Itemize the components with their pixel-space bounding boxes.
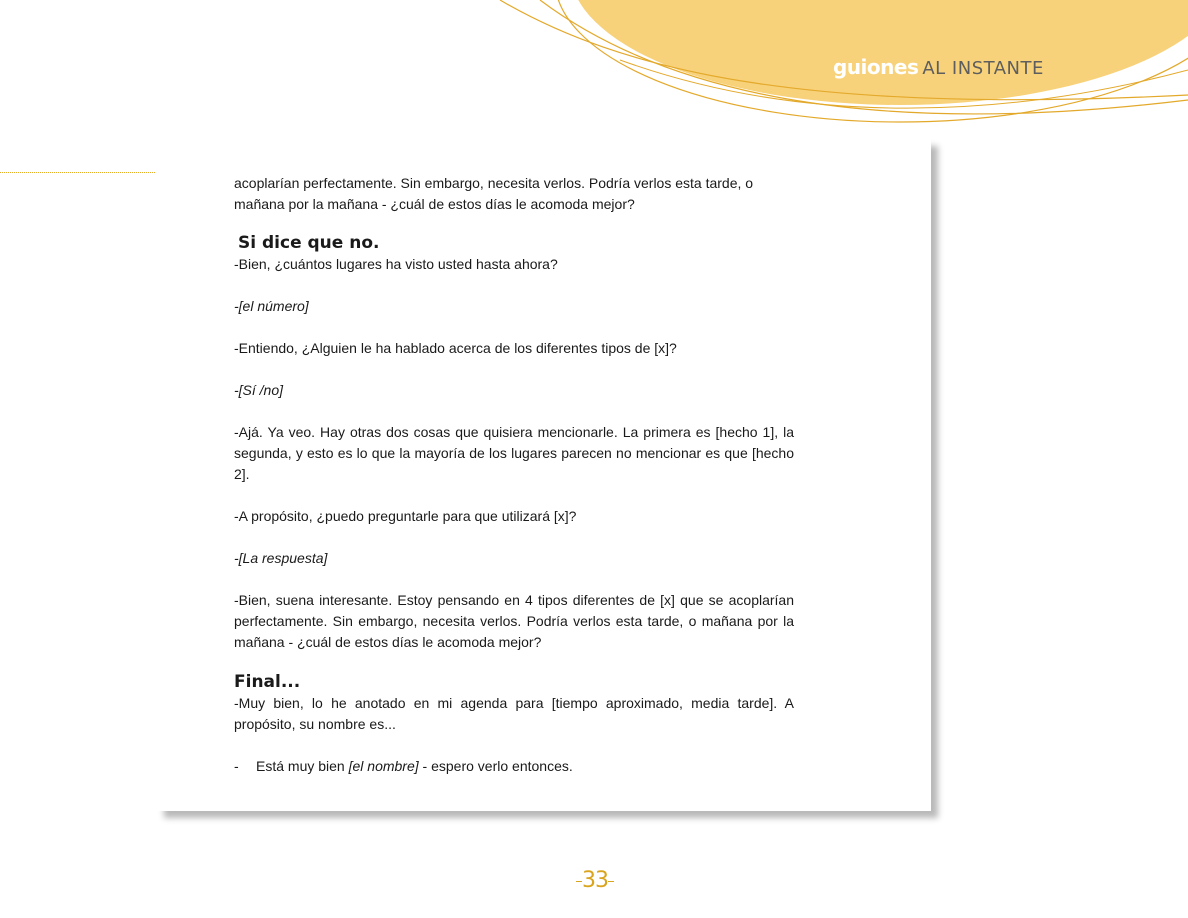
bullet-text-post: - espero verlo entonces. [418,758,573,774]
dotted-rule [0,172,155,173]
page-number [570,868,620,893]
paragraph: -Muy bien, lo he anotado en mi agenda para [tiempo aproximado, media tarde]. A propósito, su nombre es... [234,695,794,732]
paragraph: -Entiendo, ¿Alguien le ha hablado acerca de los diferentes tipos de [x]? [234,340,677,356]
paragraph: -A propósito, ¿puedo preguntarle para que utilizará [x]? [234,508,577,524]
paragraph: -[el número] [234,298,309,314]
page-content [234,173,794,777]
page-number-value: 33 [582,868,608,893]
bullet-item [234,756,794,777]
bullet-text-italic: [el nombre] [348,758,419,774]
section-heading-final: Final... [234,672,301,692]
paragraph: -[Sí /no] [234,382,284,398]
paragraph: acoplarían perfectamente. Sin embargo, necesita verlos. Podría verlos esta tarde, o mañana por la mañana - ¿cuál de estos días le acomoda mejor? [234,175,754,212]
bullet-dash: - [234,758,239,774]
paragraph: -[La respuesta] [234,550,328,566]
paragraph: -Ajá. Ya veo. Hay otras dos cosas que quisiera mencionarle. La primera es [hecho 1], la segunda, y esto es lo que la mayoría de los lugares parecen no mencionar es que [hecho 2]. [234,424,794,482]
page-number-line-right [608,881,614,882]
brand-logo [833,54,1044,82]
brand-bold: guiones [833,55,919,79]
paragraph: -Bien, suena interesante. Estoy pensando en 4 tipos diferentes de [x] que se acoplarían perfectamente. Sin embargo, necesita verlos. Podría verlos esta tarde, o mañana por la mañana - ¿cuál de estos días le acomoda mejor? [234,592,794,650]
bullet-text-pre: Está muy bien [256,758,349,774]
section-heading-si-dice-que-no: Si dice que no. [238,233,380,253]
brand-light: AL INSTANTE [922,58,1044,79]
paragraph: -Bien, ¿cuántos lugares ha visto usted hasta ahora? [234,256,558,272]
